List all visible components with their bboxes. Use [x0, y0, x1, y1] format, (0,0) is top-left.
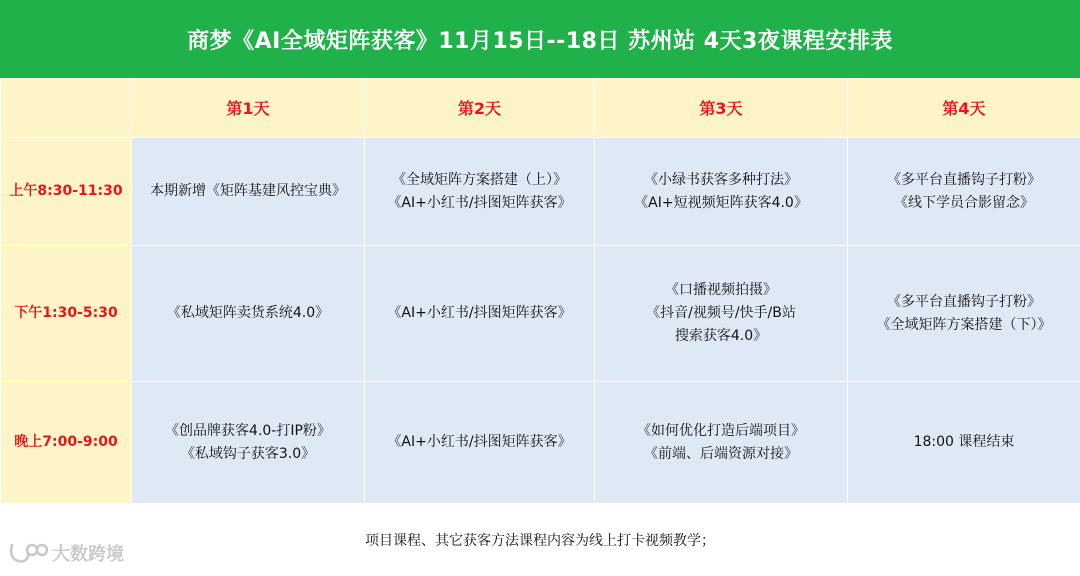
time-slot-morning: 上午8:30-11:30 [1, 138, 132, 246]
session-line: 《AI+小红书/抖图矩阵获客》 [387, 194, 572, 211]
session-cell [595, 382, 848, 504]
watermark-text: 大数跨境 [52, 544, 124, 565]
time-slot-afternoon: 下午1:30-5:30 [1, 246, 132, 382]
time-slot-evening: 晚上7:00-9:00 [1, 382, 132, 504]
session-line: 《AI+短视频矩阵获客4.0》 [634, 194, 808, 211]
table-row-morning [1, 138, 1080, 246]
day-header-row [1, 79, 1080, 138]
session-cell [365, 382, 595, 504]
brand-logo-icon [8, 541, 48, 565]
session-cell [848, 246, 1080, 382]
session-line: 18:00 课程结束 [913, 434, 1015, 450]
session-cell [365, 138, 595, 246]
session-line: 《全域矩阵方案搭建（下）》 [876, 316, 1052, 333]
session-cell [132, 246, 365, 382]
session-line: 《多平台直播钩子打粉》 [887, 171, 1041, 188]
day-header-2: 第2天 [365, 79, 595, 138]
session-cell [848, 382, 1080, 504]
session-cell [595, 138, 848, 246]
session-cell [132, 382, 365, 504]
corner-cell [1, 79, 132, 138]
session-line: 搜索获客4.0》 [674, 328, 768, 344]
table-row-afternoon [1, 246, 1080, 382]
session-line: 《如何优化打造后端项目》 [637, 422, 805, 439]
session-line: 《口播视频拍摄》 [665, 282, 777, 298]
day-header-1: 第1天 [132, 79, 365, 138]
session-line: 《多平台直播钩子打粉》 [887, 293, 1041, 310]
day-header-3: 第3天 [595, 79, 848, 138]
session-line: 《前端、后端资源对接》 [644, 445, 798, 462]
session-line: 《抖音/视频号/快手/B站 [646, 305, 796, 321]
footnote: 项目课程、其它获客方法课程内容为线上打卡视频教学； [365, 533, 715, 549]
session-line: 《私域矩阵卖货系统4.0》 [166, 305, 330, 321]
session-line: 《全域矩阵方案搭建（上）》 [392, 171, 567, 188]
day-header-4: 第4天 [848, 79, 1080, 138]
session-cell [848, 138, 1080, 246]
table-row-evening [1, 382, 1080, 504]
session-cell [365, 246, 595, 382]
session-line: 《创品牌获客4.0-打IP粉》 [165, 422, 331, 439]
session-line: 《AI+小红书/抖图矩阵获客》 [387, 305, 572, 321]
schedule-title-bar [0, 0, 1080, 78]
session-line: 本期新增《矩阵基建风控宝典》 [150, 183, 346, 199]
watermark [8, 540, 124, 566]
session-cell [132, 138, 365, 246]
session-line: 《线下学员合影留念》 [894, 194, 1034, 211]
session-line: 《小绿书获客多种打法》 [644, 171, 798, 188]
page-title: 商梦《AI全域矩阵获客》11月15日--18日 苏州站 4天3夜课程安排表 [187, 28, 893, 54]
session-line: 《私域钩子获客3.0》 [180, 445, 316, 462]
schedule-table [0, 78, 1080, 504]
session-line: 《AI+小红书/抖图矩阵获客》 [387, 434, 572, 450]
session-cell [595, 246, 848, 382]
